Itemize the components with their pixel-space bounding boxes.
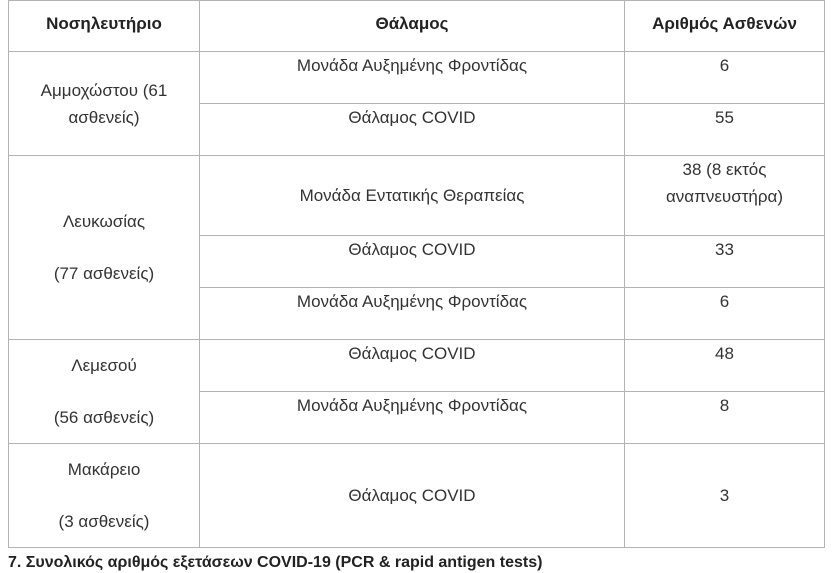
hospital-cell-lemesos bbox=[9, 340, 200, 444]
hospital-cell-makareio bbox=[9, 444, 200, 548]
ward-cell: Μονάδα Αυξημένης Φροντίδας bbox=[200, 288, 625, 340]
count-cell: 6 bbox=[625, 288, 825, 340]
count-cell: 6 bbox=[625, 52, 825, 104]
count-cell: 3 bbox=[625, 444, 825, 548]
hospital-name: Λευκωσίας bbox=[62, 212, 146, 231]
table-row bbox=[9, 340, 825, 392]
hospital-patient-total: ασθενείς) bbox=[68, 107, 140, 127]
ward-cell: Θάλαμος COVID bbox=[200, 340, 625, 392]
hospital-cell-lefkosia bbox=[9, 156, 200, 340]
cell-spacer bbox=[15, 379, 193, 404]
count-cell: 33 bbox=[625, 236, 825, 288]
count-cell: 55 bbox=[625, 104, 825, 156]
hospital-name: Αμμοχώστου (61 bbox=[40, 80, 168, 100]
count-line: 38 (8 εκτός bbox=[682, 160, 767, 179]
count-cell: 8 bbox=[625, 392, 825, 444]
ward-cell: Μονάδα Αυξημένης Φροντίδας bbox=[200, 52, 625, 104]
count-line: αναπνευστήρα) bbox=[665, 187, 784, 206]
table-row bbox=[9, 156, 825, 236]
header-ward: Θάλαμος bbox=[200, 1, 625, 52]
count-cell: 48 bbox=[625, 340, 825, 392]
hospital-patients-table bbox=[8, 0, 825, 548]
header-patient-count: Αριθμός Ασθενών bbox=[625, 1, 825, 52]
cell-spacer bbox=[15, 235, 193, 260]
hospital-name: Λεμεσού bbox=[71, 356, 137, 375]
header-hospital: Νοσηλευτήριο bbox=[9, 1, 200, 52]
hospital-patient-total: (56 ασθενείς) bbox=[53, 408, 155, 427]
cell-spacer bbox=[15, 483, 193, 508]
ward-cell: Θάλαμος COVID bbox=[200, 236, 625, 288]
hospital-patient-total: (3 ασθενείς) bbox=[58, 512, 150, 531]
table-header-row bbox=[9, 1, 825, 52]
table-row bbox=[9, 444, 825, 548]
section-footnote: 7. Συνολικός αριθμός εξετάσεων COVID-19 (PCR & rapid antigen tests) bbox=[8, 554, 543, 571]
table-row bbox=[9, 52, 825, 104]
ward-cell: Μονάδα Αυξημένης Φροντίδας bbox=[200, 392, 625, 444]
count-cell bbox=[625, 156, 825, 236]
hospital-patient-total: (77 ασθενείς) bbox=[53, 264, 155, 283]
ward-cell: Θάλαμος COVID bbox=[200, 104, 625, 156]
hospital-cell-ammochostos bbox=[9, 52, 200, 156]
hospital-name: Μακάρειο bbox=[67, 460, 141, 479]
ward-cell: Θάλαμος COVID bbox=[200, 444, 625, 548]
ward-cell: Μονάδα Εντατικής Θεραπείας bbox=[200, 156, 625, 236]
